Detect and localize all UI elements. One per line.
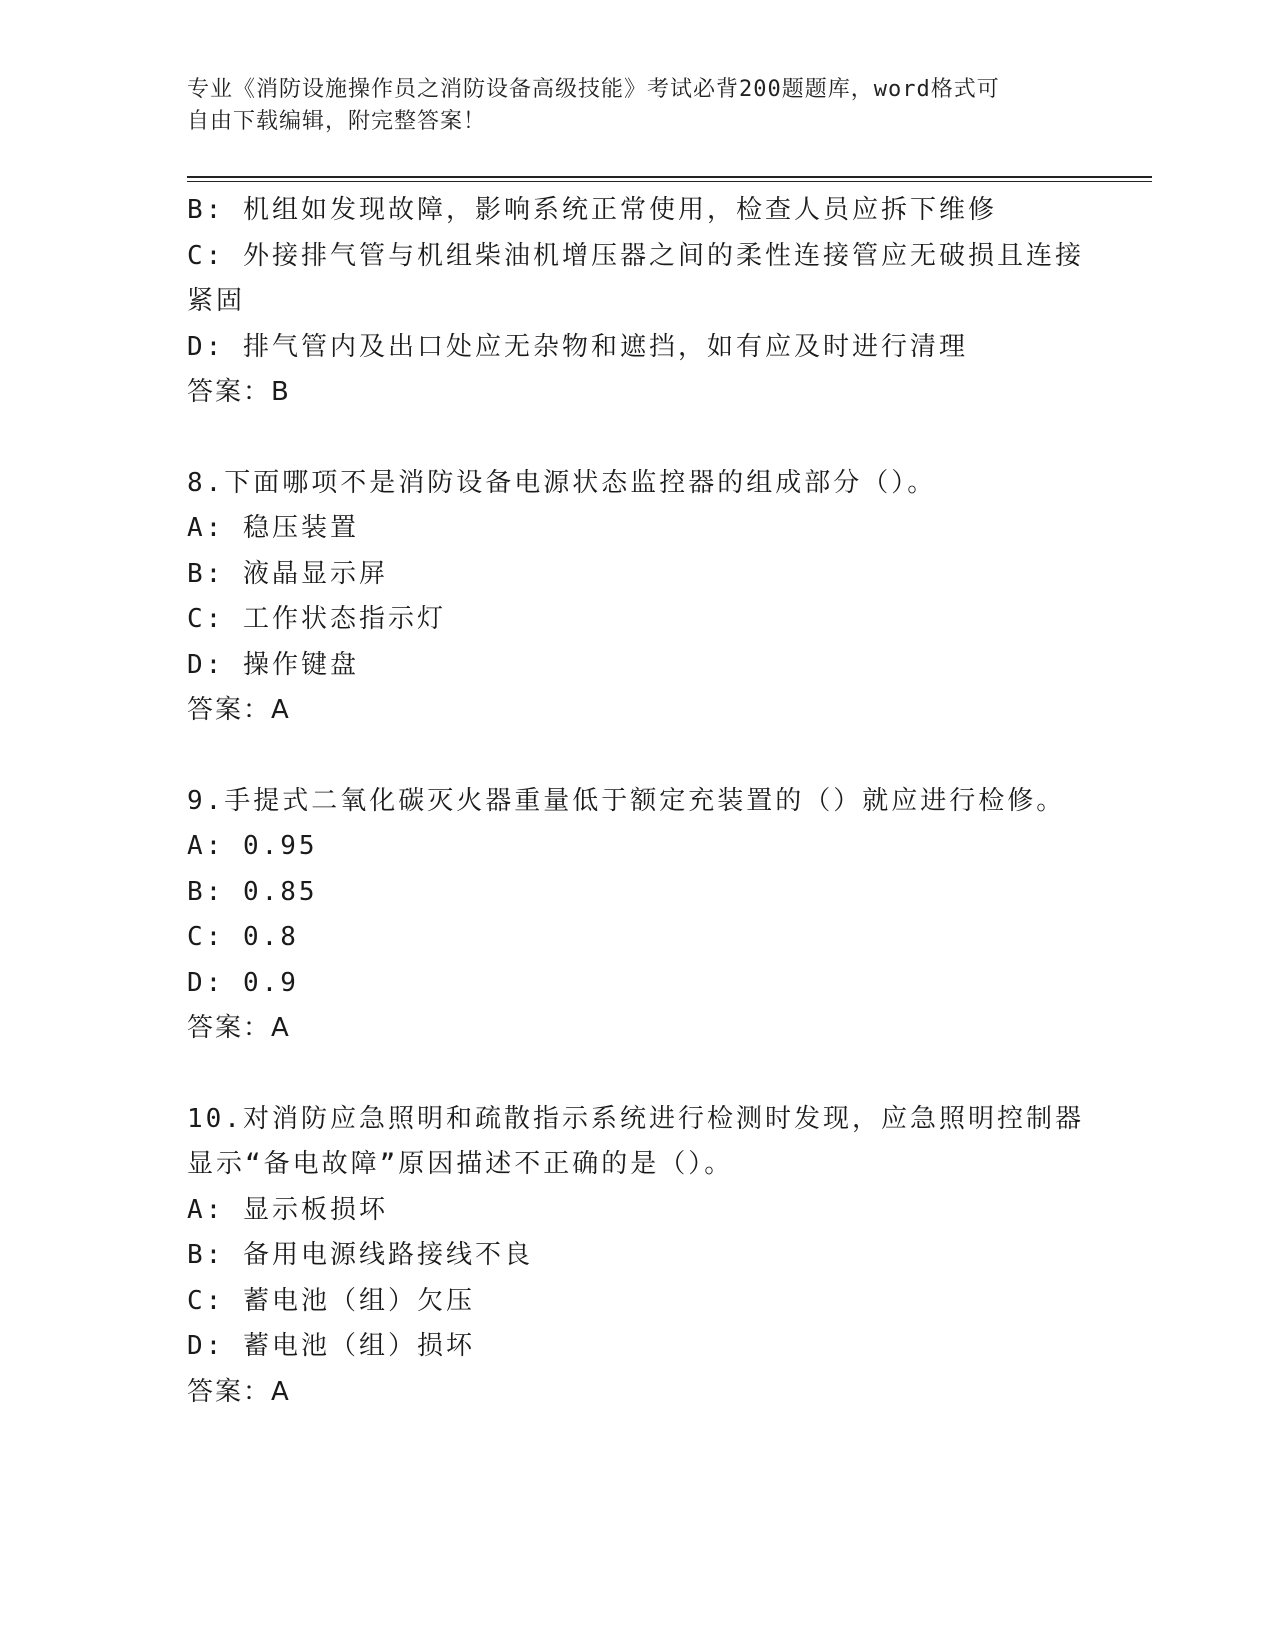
- q8-answer: 答案：A: [187, 695, 291, 725]
- q10-option-d: D: 蓄电池（组）损坏: [187, 1331, 475, 1361]
- header-divider-thin: [187, 181, 1152, 182]
- q9-question: 9.手提式二氧化碳灭火器重量低于额定充装置的（）就应进行检修。: [187, 785, 1066, 816]
- block-spacer: [187, 1052, 1087, 1097]
- q9-option-b: B: 0.85: [187, 876, 318, 907]
- q9-option-c: C: 0.8: [187, 922, 299, 952]
- question-9-block: [187, 779, 1087, 1052]
- q8-option-d: D: 操作键盘: [187, 649, 359, 680]
- q9-option-d: D: 0.9: [187, 967, 299, 998]
- q7-answer: 答案：B: [187, 377, 291, 407]
- block-spacer: [187, 416, 1087, 461]
- q10-option-c: C: 蓄电池（组）欠压: [187, 1285, 475, 1316]
- header-divider-thick: [187, 176, 1152, 178]
- q8-option-b: B: 液晶显示屏: [187, 558, 388, 589]
- question-list: [187, 188, 1087, 1415]
- q7-option-b: B: 机组如发现故障，影响系统正常使用，检查人员应拆下维修: [187, 195, 997, 225]
- q8-option-c: C: 工作状态指示灯: [187, 604, 446, 634]
- q10-option-b: B: 备用电源线路接线不良: [187, 1240, 533, 1270]
- q7-option-d: D: 排气管内及出口处应无杂物和遮挡，如有应及时进行清理: [187, 331, 968, 362]
- question-10-block: [187, 1097, 1087, 1416]
- question-7-block: [187, 188, 1087, 416]
- block-spacer: [187, 734, 1087, 779]
- q9-answer: 答案：A: [187, 1013, 291, 1043]
- header-line-1: 专业《消防设施操作员之消防设备高级技能》考试必背200题题库，word格式可: [187, 77, 1000, 102]
- q9-option-a: A: 0.95: [187, 831, 318, 861]
- q7-option-c: C: 外接排气管与机组柴油机增压器之间的柔性连接管应无破损且连接紧固: [187, 240, 1084, 316]
- q10-answer: 答案：A: [187, 1376, 291, 1407]
- question-8-block: [187, 461, 1087, 734]
- q8-option-a: A: 稳压装置: [187, 513, 359, 543]
- q10-question: 10.对消防应急照明和疏散指示系统进行检测时发现，应急照明控制器显示“备电故障”原因描述不正确的是（）。: [187, 1103, 1084, 1179]
- q8-question: 8.下面哪项不是消防设备电源状态监控器的组成部分（）。: [187, 467, 937, 498]
- header-line-2: 自由下载编辑，附完整答案！: [187, 109, 487, 134]
- document-header: [187, 74, 1067, 138]
- q10-option-a: A: 显示板损坏: [187, 1194, 388, 1225]
